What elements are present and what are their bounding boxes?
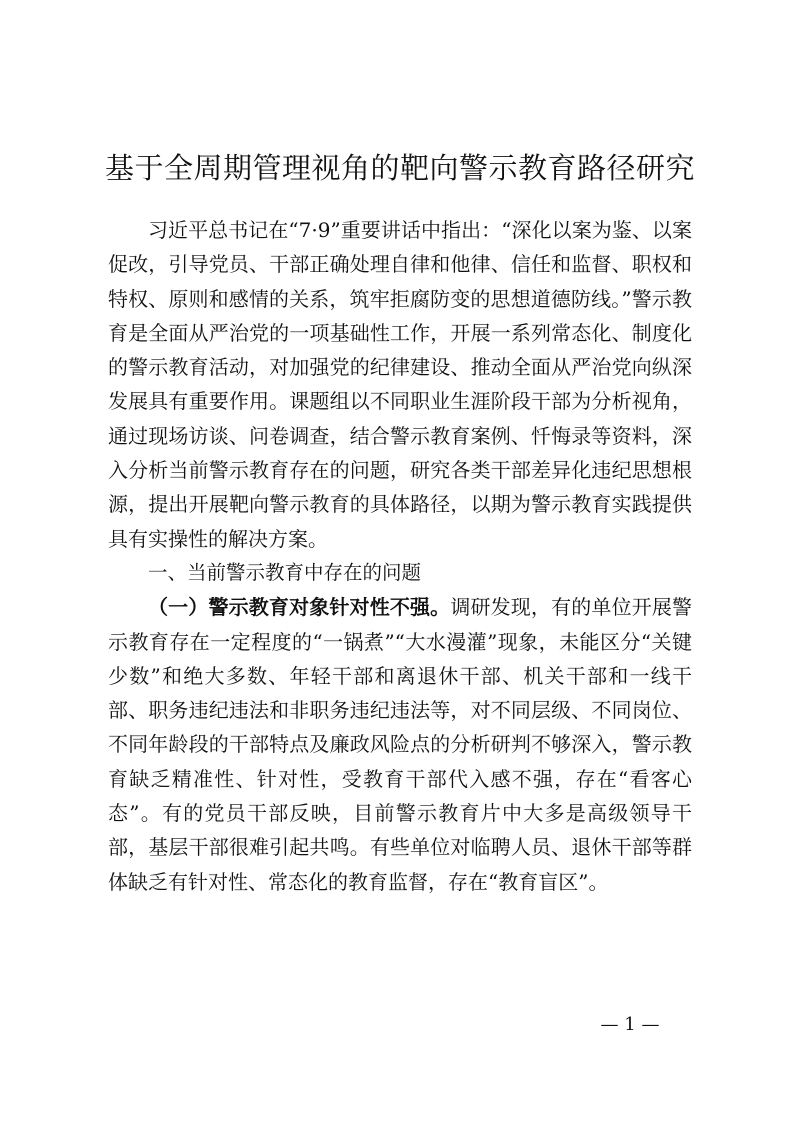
subsection-heading: （一）警示教育对象针对性不强。	[148, 595, 451, 620]
page-number: — 1 —	[600, 1014, 660, 1035]
subsection-paragraph	[108, 590, 692, 899]
subsection-body: 调研发现，有的单位开展警示教育存在一定程度的“一锅煮”“大水漫灌”现象，未能区分“关键少数”和绝大多数、年轻干部和离退休干部、机关干部和一线干部、职务违纪违法和非职务违纪违法等，对不同层级、不同岗位、不同年龄段的干部特点及廉政风险点的分析研判不够深入，警示教育缺乏精准性、针对性，受教育干部代入感不强，存在“看客心态”。有的党员干部反映，目前警示教育片中大多是高级领导干部，基层干部很难引起共鸣。有些单位对临聘人员、退休干部等群体缺乏有针对性、常态化的教育监督，存在“教育盲区”。	[108, 595, 693, 894]
document-title: 基于全周期管理视角的靶向警示教育路径研究	[104, 151, 695, 185]
section-heading: 一、当前警示教育中存在的问题	[148, 560, 422, 584]
intro-paragraph: 习近平总书记在“7·9”重要讲话中指出：“深化以案为鉴、以案促改，引导党员、干部正确处理自律和他律、信任和监督、职权和特权、原则和感情的关系，筑牢拒腐防变的思想道德防线。”警示教育是全面从严治党的一项基础性工作，开展一系列常态化、制度化的警示教育活动，对加强党的纪律建设、推动全面从严治党向纵深发展具有重要作用。课题组以不同职业生涯阶段干部为分析视角，通过现场访谈、问卷调查，结合警示教育案例、忏悔录等资料，深入分析当前警示教育存在的问题，研究各类干部差异化违纪思想根源，提出开展靶向警示教育的具体路径，以期为警示教育实践提供具有实操性的解决方案。	[108, 218, 692, 551]
document-body	[108, 213, 692, 899]
